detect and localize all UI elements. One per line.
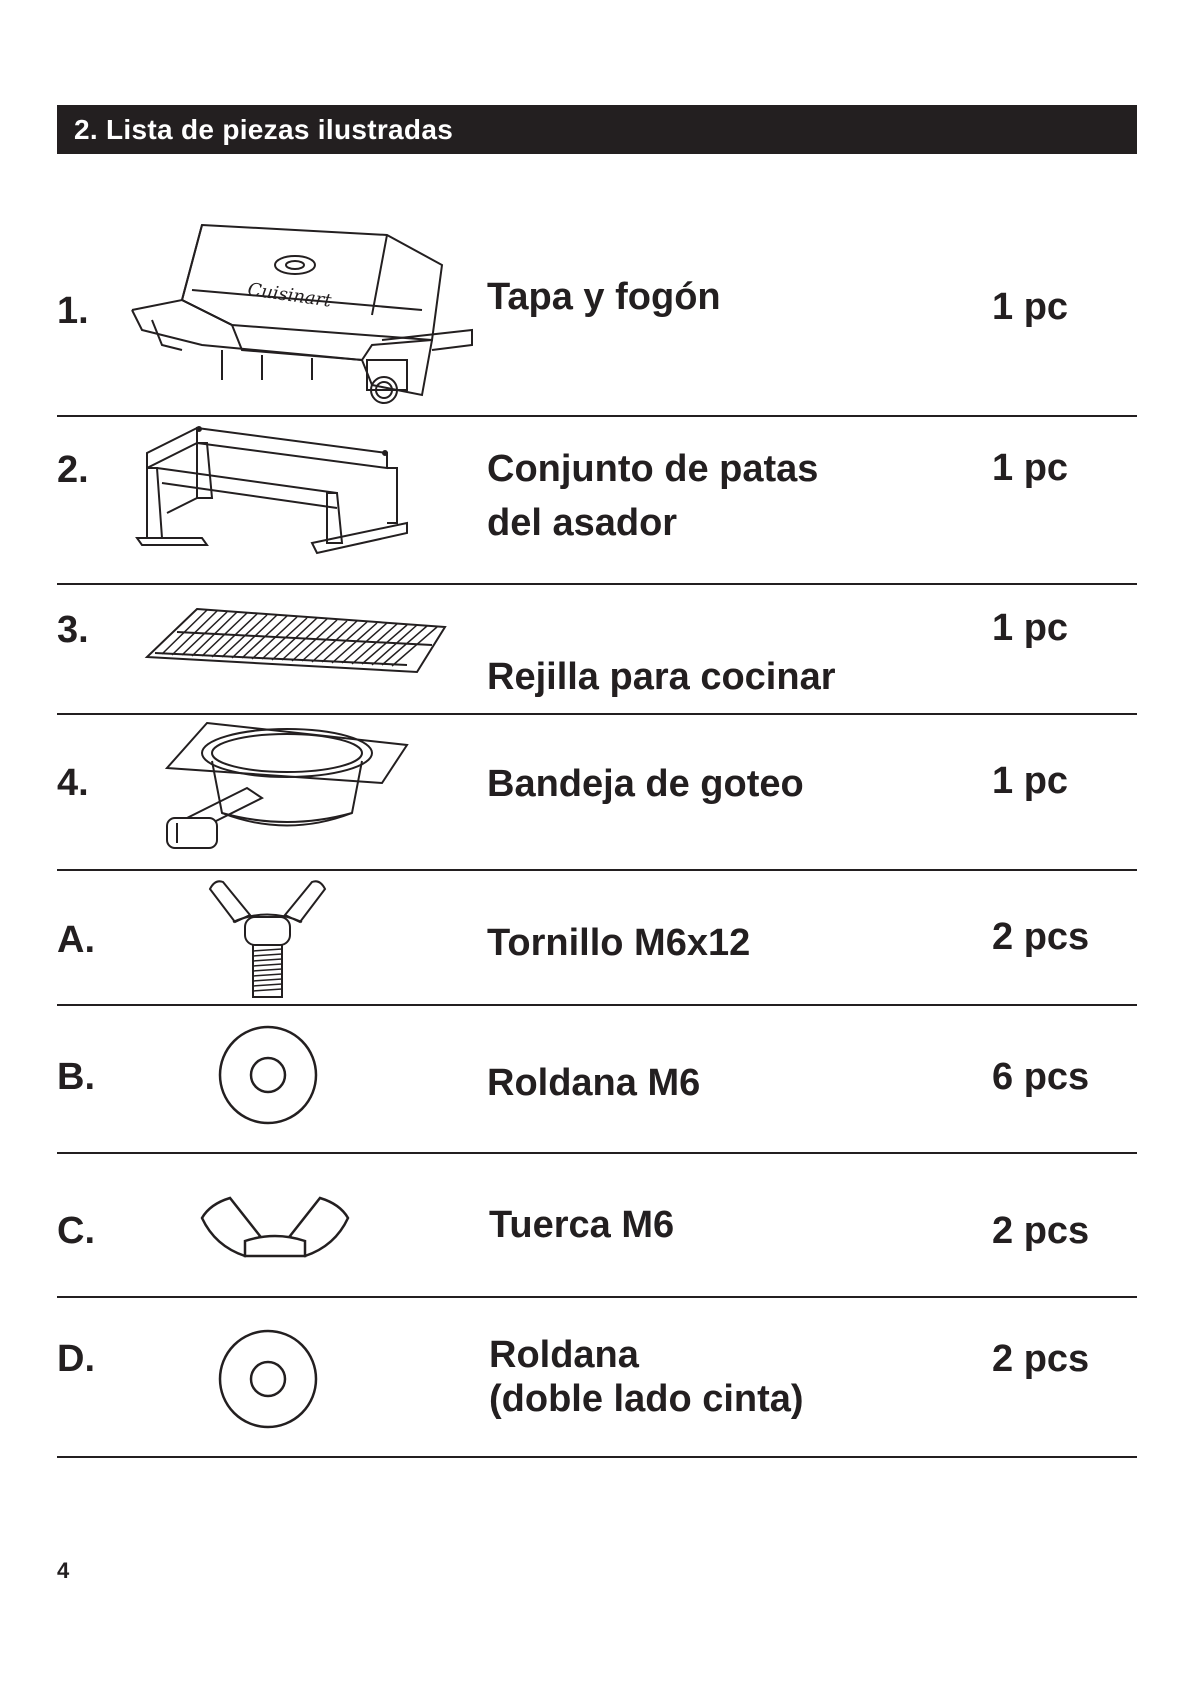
part-name: Bandeja de goteo: [487, 763, 804, 805]
part-number: D.: [57, 1338, 95, 1380]
part-name-line: Conjunto de patas: [487, 448, 819, 490]
part-number: 3.: [57, 609, 89, 651]
part-name: [489, 1333, 804, 1421]
part-name: Roldana M6: [487, 1062, 701, 1104]
part-name: Tornillo M6x12: [487, 922, 751, 964]
part-quantity: 1 pc: [992, 286, 1069, 328]
part-quantity: 1 pc: [992, 760, 1069, 802]
wing-nut-icon: [200, 1196, 350, 1261]
part-name: [487, 442, 818, 550]
part-quantity: 2 pcs: [992, 1338, 1090, 1380]
part-number: 2.: [57, 449, 89, 491]
section-header: [57, 105, 1137, 154]
part-name-line: Roldana: [489, 1334, 639, 1376]
section-title: 2. Lista de piezas ilustradas: [74, 114, 454, 145]
part-number: 4.: [57, 762, 89, 804]
part-row: [57, 417, 1137, 585]
grill-legs-icon: [137, 423, 407, 573]
part-name: Rejilla para cocinar: [487, 656, 836, 698]
part-row: [57, 1298, 1137, 1458]
cooking-grate-icon: [147, 607, 447, 677]
part-name: Tuerca M6: [489, 1204, 675, 1246]
part-row: [57, 1006, 1137, 1154]
row-divider: [57, 1456, 1137, 1458]
part-number: B.: [57, 1056, 95, 1098]
part-name: Tapa y fogón: [487, 276, 721, 318]
part-quantity: 2 pcs: [992, 1210, 1090, 1252]
washer-icon: [217, 1024, 319, 1126]
part-number: A.: [57, 919, 95, 961]
part-quantity: 6 pcs: [992, 1056, 1090, 1098]
wing-bolt-icon: [205, 877, 330, 1002]
part-number: C.: [57, 1210, 95, 1252]
part-row: [57, 871, 1137, 1006]
drip-tray-icon: [167, 723, 407, 863]
brand-logo: Cuisinart: [246, 279, 333, 312]
page-number: 4: [57, 1558, 70, 1583]
part-number: 1.: [57, 290, 89, 332]
grill-lid-firebox-icon: [122, 220, 472, 400]
part-quantity: 1 pc: [992, 607, 1069, 649]
part-row: [57, 715, 1137, 871]
part-quantity: 1 pc: [992, 447, 1069, 489]
part-quantity: 2 pcs: [992, 916, 1090, 958]
part-row: [57, 585, 1137, 715]
part-row: [57, 200, 1137, 417]
part-name-line: del asador: [487, 502, 678, 544]
part-row: [57, 1154, 1137, 1298]
part-name-line: (doble lado cinta): [489, 1378, 804, 1420]
adhesive-washer-icon: [217, 1328, 319, 1430]
